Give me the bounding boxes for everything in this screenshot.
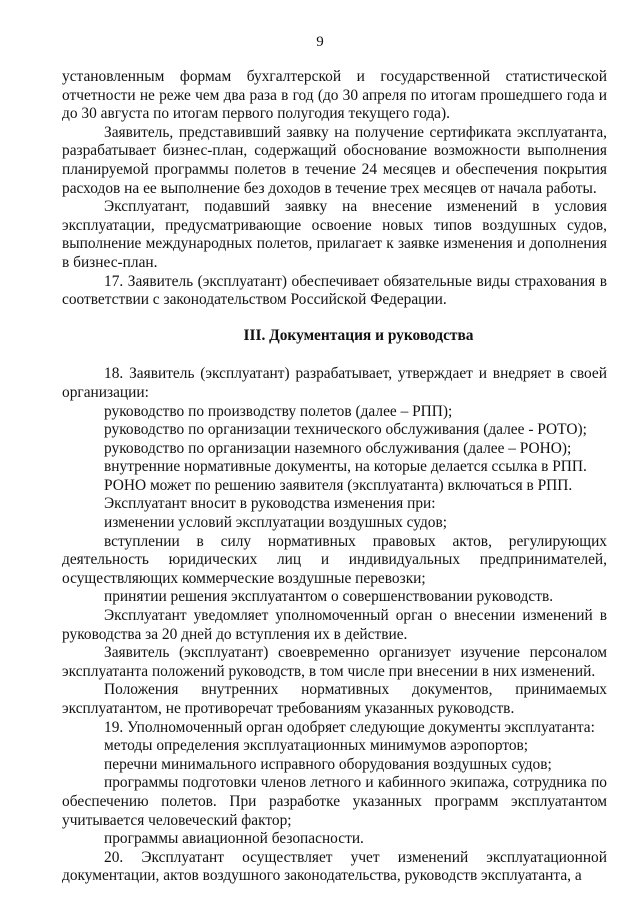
section-heading: III. Документация и руководства <box>243 326 474 344</box>
paragraph: 20. Эксплуатант осуществляет учет изменений эксплуатационной документации, актов воздушного законодательства, руководств эксплуатанта, а <box>62 848 607 885</box>
list-item: изменении условий эксплуатации воздушных судов; <box>104 514 448 532</box>
list-item: программы подготовки членов летного и кабинного экипажа, сотрудника по обеспечению полетов. При разработке указанных программ эксплуатантом учитывается человеческий фактор; <box>62 774 607 829</box>
paragraph: 17. Заявитель (эксплуатант) обеспечивает обязательные виды страхования в соответствии с законодательством Российской Федерации. <box>62 272 607 309</box>
list-item: вступлении в силу нормативных правовых актов, регулирующих деятельность юридических лиц и индивидуальных предпринимателей, осуществляющих коммерческие воздушные перевозки; <box>62 532 607 587</box>
paragraph: Положения внутренних нормативных документов, принимаемых эксплуатантом, не противоречат требованиям указанных руководств. <box>62 681 607 717</box>
list-item: руководство по организации технического обслуживания (далее - РОТО); <box>104 421 587 439</box>
paragraph: Эксплуатант вносит в руководства изменения при: <box>104 495 436 513</box>
list-item: руководство по организации наземного обслуживания (далее – РОНО); <box>104 439 572 457</box>
paragraph: РОНО может по решению заявителя (эксплуатанта) включаться в РПП. <box>104 476 573 494</box>
list-item: программы авиационной безопасности. <box>104 830 364 848</box>
paragraph: Заявитель, представивший заявку на получение сертификата эксплуатанта, разрабатывает бизнес-план, содержащий обоснование возможности выполнения планируемой программы полетов в течение 24 месяцев и обеспечения покрытия расходов на ее выполнение без доходов в течение трех месяцев от начала работы. <box>62 123 607 197</box>
paragraph: Эксплуатант уведомляет уполномоченный орган о внесении изменений в руководства за 20 дней до вступления их в действие. <box>62 607 607 643</box>
list-item: перечни минимального исправного оборудования воздушных судов; <box>104 755 552 773</box>
paragraph: установленным формам бухгалтерской и государственной статистической отчетности не реже чем два раза в год (до 30 апреля по итогам прошедшего года и до 30 августа по итогам первого полугодия текущего года). <box>62 68 607 123</box>
list-item: внутренние нормативные документы, на которые делается ссылка в РПП. <box>104 458 587 476</box>
list-item: принятии решения эксплуатантом о совершенствовании руководств. <box>104 588 554 606</box>
page-number: 9 <box>316 34 324 50</box>
list-item: методы определения эксплуатационных минимумов аэропортов; <box>104 737 529 755</box>
paragraph: Заявитель (эксплуатант) своевременно организует изучение персоналом эксплуатанта положений руководств, в том числе при внесении в них изменений. <box>62 644 607 680</box>
paragraph: 18. Заявитель (эксплуатант) разрабатывает, утверждает и внедряет в своей организации: <box>62 365 607 401</box>
paragraph: 19. Уполномоченный орган одобряет следующие документы эксплуатанта: <box>104 718 595 736</box>
list-item: руководство по производству полетов (далее – РПП); <box>104 402 453 420</box>
paragraph: Эксплуатант, подавший заявку на внесение изменений в условия эксплуатации, предусматривающие освоение новых типов воздушных судов, выполнение международных полетов, прилагает к заявке изменения и дополнения в бизнес-план. <box>62 198 607 271</box>
document-body <box>62 68 607 886</box>
